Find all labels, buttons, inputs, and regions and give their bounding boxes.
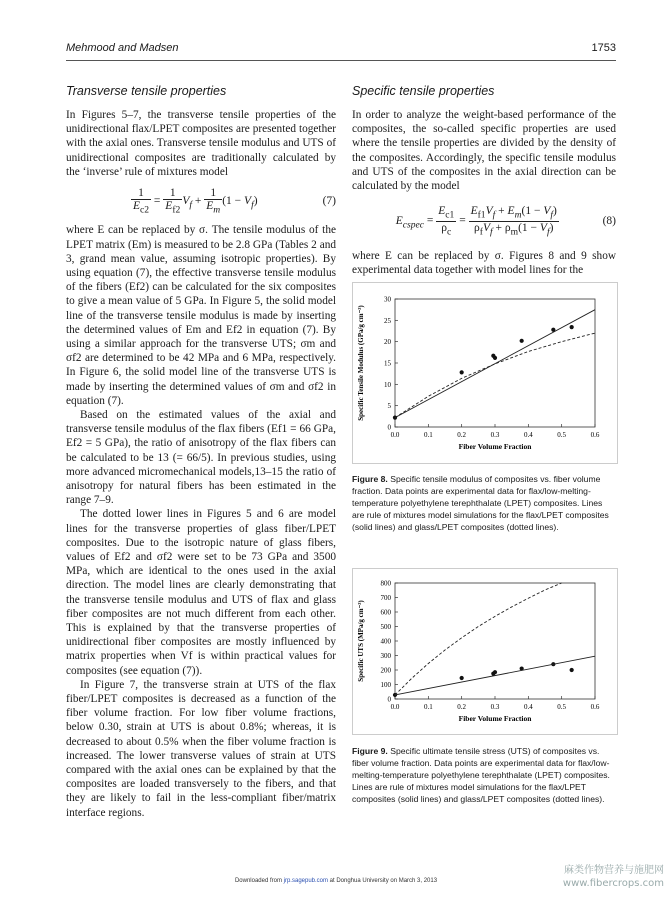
watermark-line: www.fibercrops.com — [562, 878, 664, 889]
x-tick-label: 0.0 — [390, 703, 400, 711]
data-point — [493, 670, 497, 674]
footer-text: Downloaded from — [234, 878, 284, 884]
x-axis-label: Fiber Volume Fraction — [458, 442, 532, 451]
figure-8 — [352, 282, 618, 464]
section-heading-specific: Specific tensile properties — [352, 84, 495, 98]
plot-frame — [395, 583, 595, 699]
equation-7: $\frac{1}{E_{c2}}$ = $\frac{1}{E_{f2}}$ $V_f$ + $\frac{1}{E_m}$ $(1 - V_f)$ (7) — [132, 187, 336, 216]
y-tick-label: 700 — [380, 594, 391, 602]
caption-label: Figure 8. — [352, 474, 388, 484]
left-column — [66, 84, 336, 820]
watermark — [563, 864, 664, 890]
y-tick-label: 500 — [380, 623, 391, 631]
flax-model-line — [395, 310, 595, 418]
y-tick-label: 200 — [380, 666, 391, 675]
y-tick-label: 0 — [387, 695, 391, 704]
x-tick-label: 0.1 — [423, 703, 433, 711]
data-point — [570, 325, 574, 329]
figure-9-chart — [353, 569, 615, 732]
x-tick-label: 0.2 — [457, 703, 467, 711]
data-point — [460, 676, 464, 680]
header-rule — [66, 60, 616, 61]
flax-model-line — [395, 656, 595, 695]
right-column — [352, 84, 616, 277]
footer-text: at Donghua University on March 3, 2013 — [328, 878, 438, 884]
data-point — [460, 370, 464, 374]
y-tick-label: 600 — [380, 608, 391, 617]
y-tick-label: 15 — [384, 359, 391, 368]
x-tick-label: 0.3 — [490, 703, 500, 711]
x-axis-label: Fiber Volume Fraction — [458, 714, 532, 723]
x-tick-label: 0.4 — [523, 703, 533, 711]
y-tick-label: 300 — [380, 652, 391, 660]
caption-text: Specific tensile modulus of composites vs. fiber volume fraction. Data points are experimental data for flax/low-melting-temperature polyethylene terephthalate (LPET) composites. Lines are rule of mixtures model simulations for the flax/LPET composites (solid lines) and glass/LPET composites (dotted lines). — [352, 474, 609, 532]
figure-8-chart — [353, 283, 615, 461]
x-tick-label: 0.5 — [557, 703, 567, 711]
y-tick-label: 30 — [384, 295, 391, 304]
figure-9-caption — [352, 745, 616, 805]
figure-8-caption — [352, 473, 616, 533]
paragraph: In order to analyze the weight-based performance of the composites, the so-called specific properties are used where the tensile properties are divided by the density of the composites. Accordingly, the specific tensile modulus and UTS of the composites in the axial direction can be calculated by the model — [352, 109, 616, 193]
glass-model-line — [395, 583, 562, 695]
y-tick-label: 5 — [387, 402, 391, 411]
paragraph: where E can be replaced by σ. The tensile modulus of the LPET matrix (Em) is measured to be 2.8 GPa (Tables 2 and 3, grand mean value, assuming isotropic properties). By using equation (7), the effective transverse tensile modulus of the fibers (Ef2) can be calculated for the six composites to give a mean value of 5 GPa. In Figure 5, the solid model line of the transverse tensile modulus is made by inserting the determined values of Em and Ef2 in equation (7). By using a similar approach for the transverse UTS; σm and σf2 are determined to be 42 MPa and 6 MPa, respectively. In Figure 6, the solid model line of the transverse UTS is made by inserting the determined values of σm and σf2 in equation (7). — [66, 224, 336, 407]
paragraph: In Figures 5–7, the transverse tensile properties of the unidirectional flax/LPET composites are presented together with the axial ones. Transverse tensile modulus and UTS of unidirectional composites are traditionally calculated by the ‘inverse’ rule of mixtures model — [66, 109, 336, 178]
paragraph: In Figure 7, the transverse strain at UTS of the flax fiber/LPET composites is decreased as a function of the fiber volume fraction. For low fiber volume fractions, below 0.30, strain at UTS is about 0.8%; whereas, it is decreased to about 0.5% when the fiber volume fraction is increased. The lower transverse values of strain at UTS compared with the axial ones can be explained by that the composites are loaded transversely to the fibers, and that they are likely to fail in the less-compliant fiber/matrix interface regions. — [66, 678, 336, 819]
glass-model-line — [395, 333, 595, 417]
data-point — [520, 339, 524, 343]
watermark-line: 麻类作物营养与施肥网 — [564, 865, 664, 876]
x-tick-label: 0.5 — [557, 431, 567, 439]
x-tick-label: 0.1 — [423, 431, 433, 439]
data-point — [493, 356, 497, 360]
plot-frame — [395, 299, 595, 427]
section-heading-transverse: Transverse tensile properties — [66, 84, 227, 98]
paragraph: Based on the estimated values of the axial and transverse tensile modulus of the flax fibers (Ef1 = 66 GPa, Ef2 = 5 GPa), the ratio of anisotropy of the flax fibers can be calculated to be 13 (= 66/5). In previous studies, using more advanced micromechanical models,13–15 the ratio of anisotropy for natural fibers has been estimated in the range 7–9. — [66, 408, 336, 507]
y-tick-label: 10 — [384, 380, 391, 389]
y-axis-label: Specific UTS (MPa/g cm⁻³) — [357, 600, 365, 682]
caption-label: Figure 9. — [352, 746, 388, 756]
paragraph: where E can be replaced by σ. Figures 8 and 9 show experimental data together with model lines for the — [352, 249, 616, 277]
caption-text: Specific ultimate tensile stress (UTS) of composites vs. fiber volume fraction. Data points are experimental data for flax/low-melting-temperature polyethylene terephthalate (LPET) composites. Lines are rule of mixtures model simulations for the flax/LPET composites (solid lines) and glass/LPET composites (dotted lines). — [352, 746, 610, 804]
y-tick-label: 20 — [384, 338, 391, 347]
x-tick-label: 0.0 — [390, 431, 400, 439]
x-tick-label: 0.6 — [590, 703, 600, 711]
paragraph: The dotted lower lines in Figures 5 and 6 are model lines for the transverse properties of glass fiber/LPET composites. Due to the isotropic nature of glass fibers, values of Ef2 and σf2 were set to be 73 GPa and 3500 MPa, which are identical to the ones used in the axial direction. The model lines are clearly demonstrating that the transverse tensile modulus and UTS of flax and glass fiber composites are not much different from each other. This is explained by that the transverse properties of unidirectional fiber composites are mostly influenced by matrix properties when Vf is within practical values for composites (see equation (7)). — [66, 508, 336, 677]
data-point — [570, 668, 574, 672]
page-number: 1753 — [591, 42, 616, 54]
running-header-authors: Mehmood and Madsen — [66, 42, 179, 54]
y-axis-label: Specific Tensile Modulus (GPa/g cm⁻³) — [357, 305, 365, 421]
y-tick-label: 400 — [380, 637, 391, 646]
y-tick-label: 100 — [380, 681, 391, 689]
equation-8: $E_{cspec}$ = $\frac{E_{c1}}{\rho_c}$ = $\frac{E_{f1}V_f + E_m(1 - V_f)}{\rho_fV_f + \rho_m(1 - V_f)}$ (8) — [395, 205, 616, 237]
figure-9 — [352, 568, 618, 735]
y-tick-label: 0 — [387, 423, 391, 432]
x-tick-label: 0.6 — [590, 431, 600, 439]
equation-number: (8) — [602, 215, 616, 228]
footer-link[interactable]: jrp.sagepub.com — [283, 878, 328, 884]
x-tick-label: 0.2 — [457, 431, 467, 439]
equation-number: (7) — [322, 195, 336, 208]
x-tick-label: 0.3 — [490, 431, 500, 439]
x-tick-label: 0.4 — [523, 431, 533, 439]
y-tick-label: 800 — [380, 579, 391, 588]
y-tick-label: 25 — [384, 316, 391, 325]
